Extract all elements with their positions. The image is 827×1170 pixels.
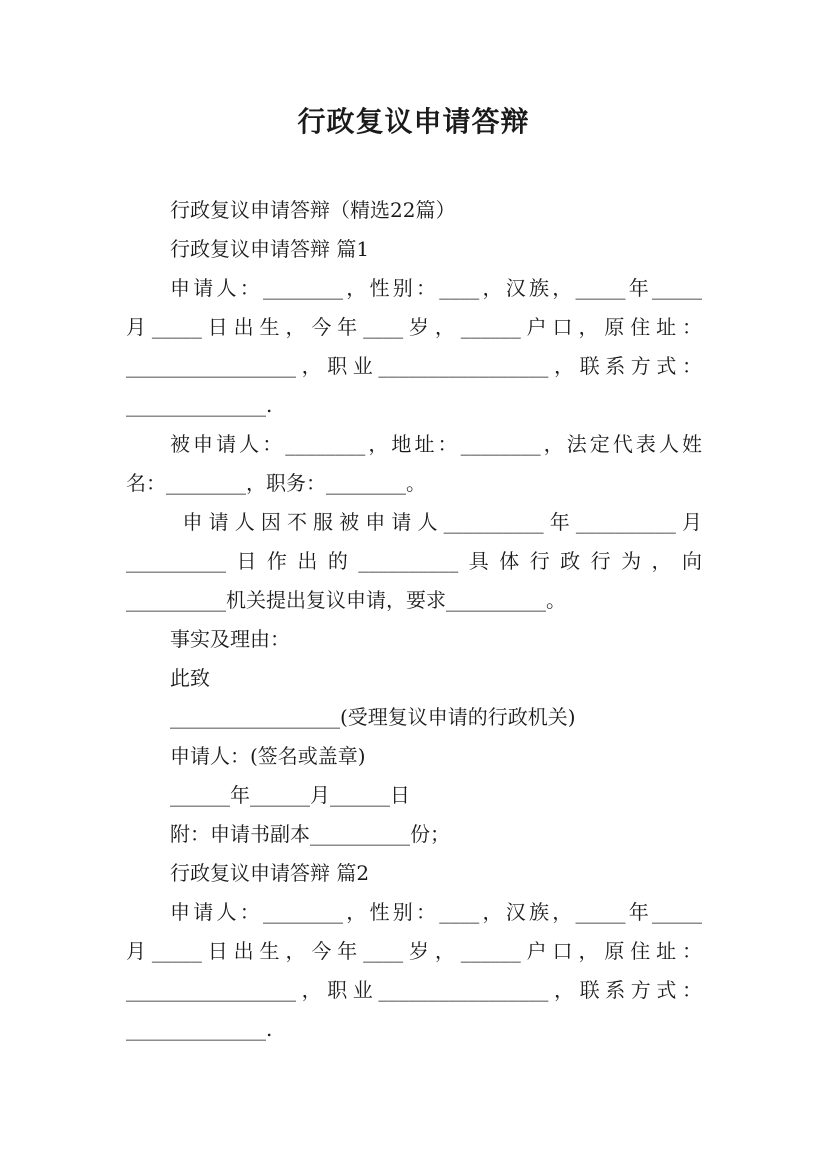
applicant-line: 申请人：________，性别：____，汉族，_____年_____ — [170, 900, 702, 924]
respondent-line: 名：________，职务：________。 — [126, 471, 426, 495]
applicant-line: _________________，职业_________________，联系方式： — [126, 978, 702, 1002]
respondent-line: 被申请人：________，地址：________，法定代表人姓 — [170, 432, 702, 456]
section-heading-1: 行政复议申请答辩 篇1 — [170, 237, 370, 261]
applicant-line: 月_____日出生，今年____岁，______户口，原住址： — [126, 315, 702, 339]
applicant-line: _________________，职业_________________，联系方式： — [126, 354, 702, 378]
salutation: 此致 — [170, 666, 210, 690]
request-line: 申请人因不服被申请人__________年__________月 — [170, 510, 702, 534]
applicant-line: 月_____日出生，今年____岁，______户口，原住址： — [126, 939, 702, 963]
applicant-line: ______________. — [126, 393, 273, 417]
recipient-line: _________________(受理复议申请的行政机关) — [170, 705, 576, 729]
signature-line: 申请人：(签名或盖章) — [170, 744, 366, 768]
facts-heading: 事实及理由： — [170, 627, 290, 651]
request-line: __________机关提出复议申请，要求__________。 — [126, 588, 566, 612]
section-heading-2: 行政复议申请答辩 篇2 — [170, 861, 370, 885]
request-line: __________日作出的__________具体行政行为，向 — [126, 549, 702, 573]
applicant-line: 申请人：________，性别：____，汉族，_____年_____ — [170, 276, 702, 300]
date-line: ______年______月______日 — [170, 783, 410, 807]
document-title: 行政复议申请答辩 — [297, 105, 530, 138]
attachment-line: 附：申请书副本__________份； — [170, 822, 450, 846]
subtitle: 行政复议申请答辩（精选22篇） — [170, 198, 456, 222]
applicant-line: ______________. — [126, 1017, 273, 1041]
